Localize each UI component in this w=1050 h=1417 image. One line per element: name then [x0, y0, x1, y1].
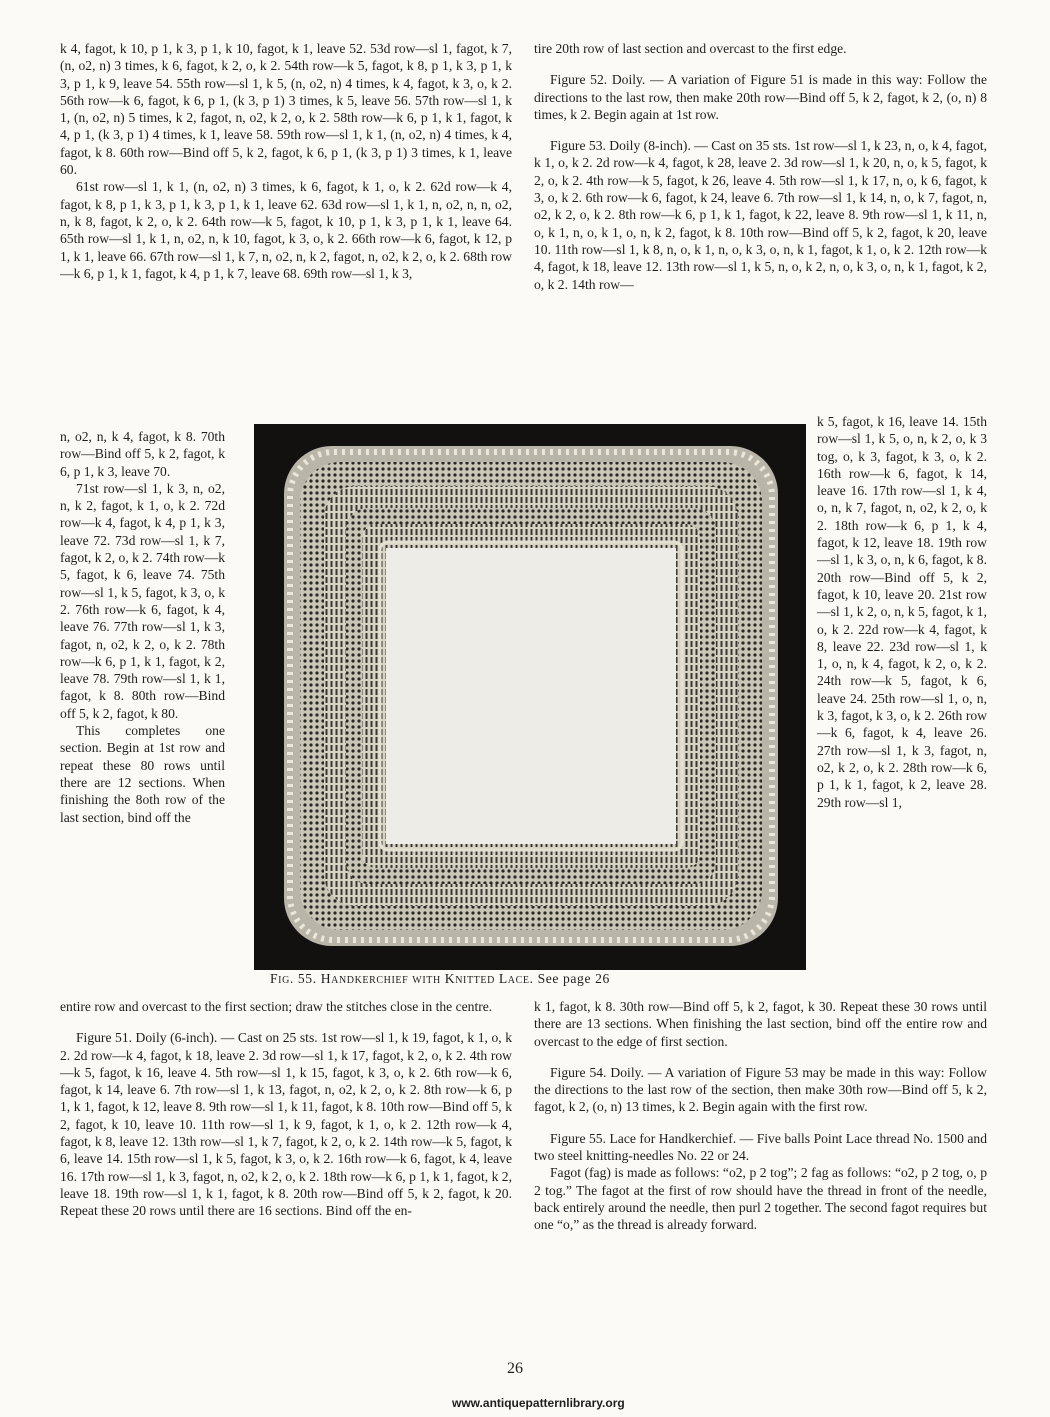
right-column-beside-figure [817, 413, 987, 811]
figure-53-instructions: Figure 53. Doily (8-inch). — Cast on 35 sts. 1st row—sl 1, k 23, n, o, k 4, fagot, k 1, o, k 2. 2d row—k 4, fagot, k 28, leave 2. 3d row—sl 1, k 20, n, o, k 5, fagot, k 2, o, k 2. 4th row—k 5, fagot, k 26, leave 4. 5th row—sl 1, k 17, n, o, k 6, fagot, k 3, o, k 2. 6th row—k 6, fagot, k 24, leave 6. 7th row—sl 1, k 14, n, o, k 7, fagot, n, o2, k 2, o, k 2. 8th row—k 6, p 1, k 1, fagot, k 22, leave 8. 9th row—sl 1, k 11, n, o, k 1, n, o, k 1, o, n, k 2, fagot, k 8. 10th row—Bind off 5, k 2, fagot, k 20, leave 10. 11th row—sl 1, k 8, n, o, k 1, n, o, k 3, o, n, k 1, fagot, k 1, o, k 2. 12th row—k 4, fagot, k 18, leave 12. 13th row—sl 1, k 5, n, o, k 2, n, o, k 3, o, n, k 1, fagot, k 2, o, k 2. 14th row— [534, 138, 987, 292]
linen-centre [386, 548, 676, 844]
left-column-top [60, 40, 512, 282]
paragraph: k 5, fagot, k 16, leave 14. 15th row—sl 1, k 5, o, n, k 2, o, k 3 tog, o, k 3, fagot, k 3, o, k 2. 16th row—k 6, fagot, k 14, leave 16. 17th row—sl 1, k 4, o, n, k 7, fagot, n, o2, k 2, o, k 2. 18th row—k 6, p 1, k 4, fagot, k 12, leave 18. 19th row—sl 1, k 3, o, n, k 6, fagot, k 8. 20th row—Bind off 5, k 2, fagot, k 10, leave 20. 21st row—sl 1, k 2, o, n, k 5, fagot, k 1, o, k 2. 22d row—k 4, fagot, k 8, leave 22. 23d row—sl 1, k 1, o, n, k 4, fagot, k 2, o, k 2. 24th row—k 5, fagot, k 6, leave 24. 25th row—sl 1, o, n, k 3, fagot, k 3, o, k 2. 26th row—k 6, fagot, k 4, leave 26. 27th row—sl 1, k 3, fagot, n, o2, k 2, o, k 2. 28th row—k 6, p 1, k 1, fagot, k 2, leave 28. 29th row—sl 1, [817, 414, 987, 810]
paragraph: n, o2, n, k 4, fagot, k 8. 70th row—Bind off 5, k 2, fagot, k 6, p 1, k 3, leave 70. [60, 429, 225, 479]
page-number: 26 [507, 1360, 523, 1377]
figure-caption [270, 971, 810, 987]
site-url: www.antiquepatternlibrary.org [452, 1396, 625, 1410]
paragraph: entire row and overcast to the first section; draw the stitches close in the centre. [60, 999, 493, 1014]
paragraph: k 1, fagot, k 8. 30th row—Bind off 5, k 2, fagot, k 30. Repeat these 30 rows until there are 13 sections. When finishing the last section, bind off the entire row and overcast to the edge of first section. [534, 999, 987, 1049]
left-column-beside-figure [60, 428, 225, 826]
paragraph: 61st row—sl 1, k 1, (n, o2, n) 3 times, k 6, fagot, k 1, o, k 2. 62d row—k 4, fagot, k 8, p 1, k 3, p 1, k 3, p 1, k 1, leave 62. 63d row—sl 1, k 1, n, o2, n, n, o2, n, k 8, fagot, k 2, o, k 2. 64th row—k 5, fagot, k 10, p 1, k 3, p 1, k 1, leave 64. 65th row—sl 1, k 1, n, o2, n, k 10, fagot, k 3, o, k 2. 66th row—k 6, fagot, k 12, p 1, k 1, leave 66. 67th row—sl 1, k 7, n, o2, n, k 2, fagot, n, o2, k 2, o, k 2. 68th row—k 6, p 1, k 1, fagot, k 4, p 1, k 7, leave 68. 69th row—sl 1, k 3, [60, 179, 512, 281]
caption-label: Fig. 55. [270, 971, 317, 986]
paragraph: This completes one section. Begin at 1st row and repeat these 80 rows until there are 12 sections. When finishing the 8oth row of the last section, bind off the [60, 723, 225, 825]
figure-52-instructions: Figure 52. Doily. — A variation of Figure 51 is made in this way: Follow the directions to the last row, then make 20th row—Bind off 5, k 2, fagot, k 2, (o, n) 8 times, k 2. Begin again at 1st row. [534, 72, 987, 122]
paragraph: 71st row—sl 1, k 3, n, o2, n, k 2, fagot, k 1, o, k 2. 72d row—k 4, fagot, k 4, p 1, k 3, leave 72. 73d row—sl 1, k 7, fagot, k 2, o, k 2. 74th row—k 5, fagot, k 6, leave 74. 75th row—sl 1, k 5, fagot, k 3, o, k 2. 76th row—k 6, fagot, k 4, leave 76. 77th row—sl 1, k 3, fagot, n, o2, k 2, o, k 2. 78th row—k 6, p 1, k 1, fagot, k 2, leave 78. 79th row—sl 1, k 1, fagot, k 8. 80th row—Bind off 5, k 2, fagot, k 80. [60, 480, 225, 721]
lace-handkerchief-illustration [254, 424, 806, 970]
right-column-top [534, 40, 987, 293]
left-column-bottom [60, 998, 512, 1220]
caption-reference: See page 26 [537, 971, 610, 986]
figure-54-instructions: Figure 54. Doily. — A variation of Figure 53 may be made in this way: Follow the directions to the last row of the section, then make 30th row—Bind off 5, k 2, fagot, k 2, (o, n) 13 times, k 2. Begin again with the first row. [534, 1064, 987, 1115]
figure-51-instructions: Figure 51. Doily (6-inch). — Cast on 25 sts. 1st row—sl 1, k 19, fagot, k 1, o, k 2. 2d row—k 4, fagot, k 18, leave 2. 3d row—sl 1, k 17, fagot, k 2, o, k 2. 4th row—k 5, fagot, k 16, leave 4. 5th row—sl 1, k 15, fagot, k 3, o, k 2. 6th row—k 6, fagot, k 14, leave 6. 7th row—sl 1, k 13, fagot, n, o2, k 2, o, k 2. 8th row—k 6, p 1, k 1, fagot, k 12, leave 8. 9th row—sl 1, k 11, fagot, k 8. 10th row—Bind off 5, k 2, fagot, k 10, leave 10. 11th row—sl 1, k 9, fagot, k 1, o, k 2. 12th row—k 4, fagot, k 8, leave 12. 13th row—sl 1, k 7, fagot, k 2, o, k 2. 14th row—k 5, fagot, k 6, leave 14. 15th row—sl 1, k 5, fagot, k 3, o, k 2. 16th row—k 6, fagot, k 4, leave 16. 17th row—sl 1, k 3, fagot, n, o2, k 2, o, k 2. 18th row—k 6, p 1, k 1, fagot, k 2, leave 18. 19th row—sl 1, k 1, fagot, k 8. 20th row—Bind off 5, k 2, fagot, k 20. Repeat these 20 rows until there are 16 sections. Bind off the en- [60, 1030, 512, 1219]
paragraph: k 4, fagot, k 10, p 1, k 3, p 1, k 10, fagot, k 1, leave 52. 53d row—sl 1, fagot, k 7, (n, o2, n) 3 times, k 6, fagot, k 2, o, k 2. 54th row—k 5, fagot, k 8, p 1, k 3, p 1, k 3, p 1, k 9, leave 54. 55th row—sl 1, k 5, (n, o2, n) 4 times, k 4, fagot, k 3, o, k 2. 56th row—k 6, fagot, k 6, p 1, (k 3, p 1) 3 times, k 5, leave 56. 57th row—sl 1, k 1, (n, o2, n) 5 times, k 2, fagot, n, o2, k 2, o, k 2. 58th row—k 6, p 1, k 1, fagot, k 4, p 1, (k 3, p 1) 4 times, k 1, leave 58. 59th row—sl 1, k 1, (n, o2, n) 4 times, k 4, fagot, k 8. 60th row—Bind off 5, k 2, fagot, k 6, p 1, (k 3, p 1) 3 times, k 1, leave 60. [60, 41, 512, 178]
handkerchief-photo [254, 424, 806, 970]
paragraph: tire 20th row of last section and overcast to the first edge. [534, 41, 847, 56]
caption-title: Handkerchief with Knitted Lace. [320, 971, 534, 986]
paragraph: Fagot (fag) is made as follows: “o2, p 2 tog”; 2 fag as follows: “o2, p 2 tog, o, p 2 tog.” The fagot at the first of row should have the thread in front of the needle, back entirely around the needle, then purl 2 together. The second fagot requires but one “o,” as the thread is already forward. [534, 1165, 987, 1233]
right-column-bottom [534, 998, 987, 1234]
figure-55-instructions: Figure 55. Lace for Handkerchief. — Five balls Point Lace thread No. 1500 and two steel knitting-needles No. 22 or 24. [534, 1130, 987, 1164]
